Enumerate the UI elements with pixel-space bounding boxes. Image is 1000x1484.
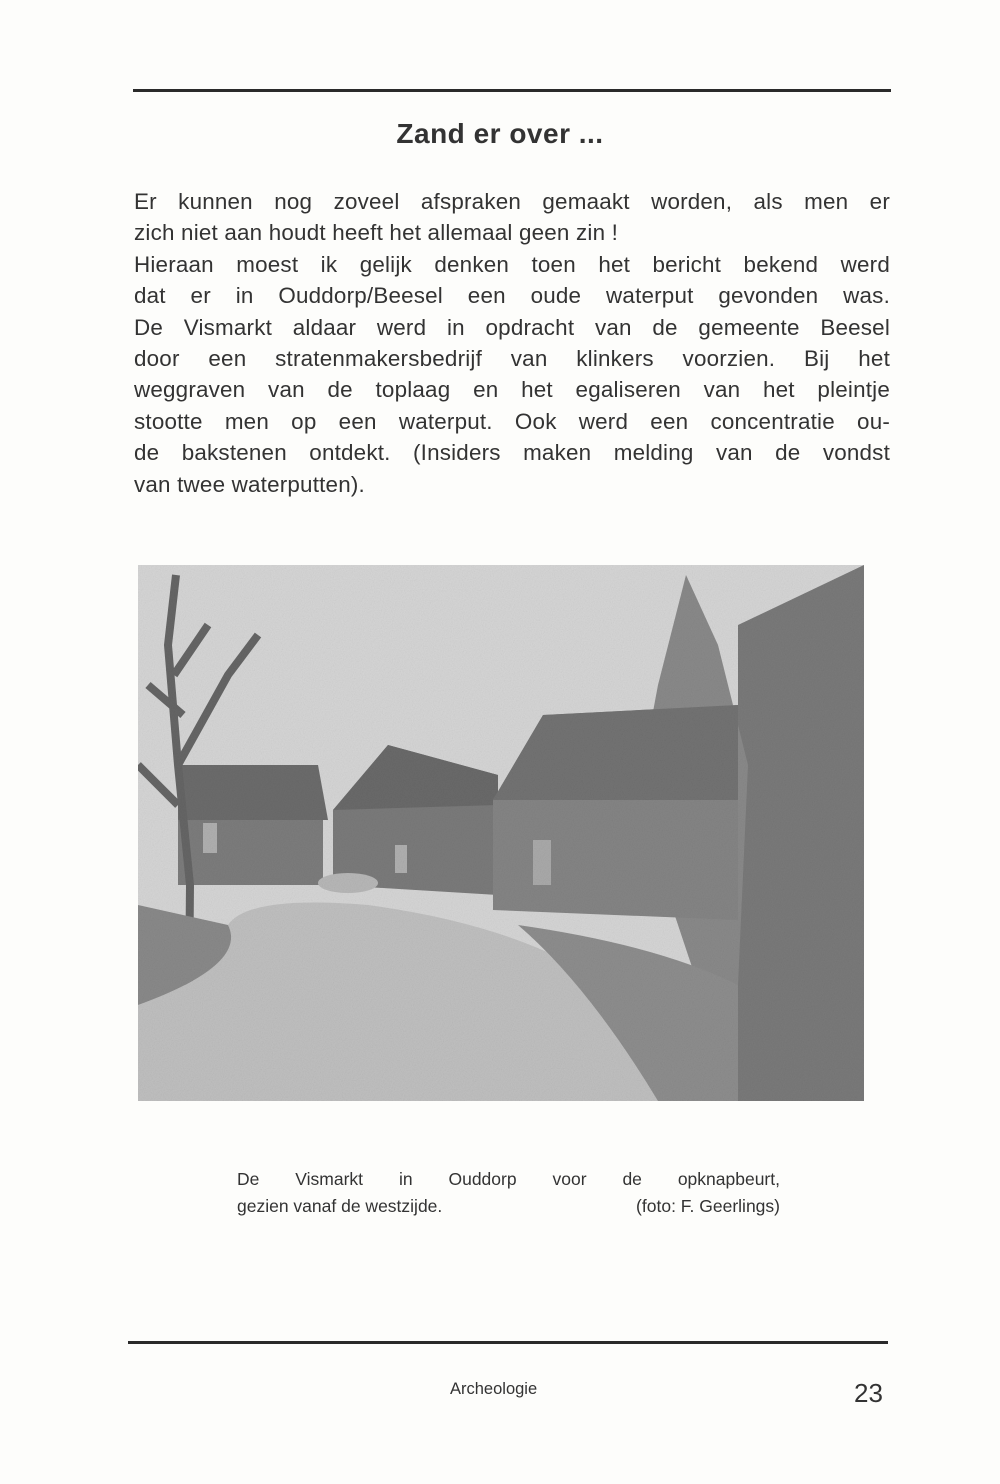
caption-word: de bbox=[622, 1169, 642, 1189]
photo-credit: (foto: F. Geerlings) bbox=[636, 1196, 780, 1216]
caption-word: voor bbox=[552, 1169, 587, 1189]
caption-word: Ouddorp bbox=[448, 1169, 517, 1189]
article-title: Zand er over ... bbox=[396, 118, 604, 149]
right-house bbox=[738, 565, 864, 1101]
photo-vismarkt bbox=[138, 565, 864, 1101]
caption-description: gezien vanaf de westzijde. bbox=[237, 1196, 443, 1216]
body-line: stootte men op een waterput. Ook werd een concentratie ou- bbox=[134, 408, 890, 434]
bottom-rule bbox=[128, 1341, 888, 1344]
body-line: weggraven van de toplaag en het egaliseren van het pleintje bbox=[134, 377, 890, 403]
body-line: door een stratenmakersbedrijf van klinkers voorzien. Bij het bbox=[134, 346, 890, 372]
photo-caption bbox=[237, 1166, 780, 1220]
body-line: Er kunnen nog zoveel afspraken gemaakt worden, als men er bbox=[134, 189, 890, 214]
caption-word: opknapbeurt, bbox=[677, 1169, 780, 1189]
caption-line-2 bbox=[237, 1193, 780, 1220]
caption-line-1 bbox=[237, 1166, 780, 1193]
article-body bbox=[134, 186, 890, 500]
footer-section-label: Archeologie bbox=[450, 1380, 538, 1398]
caption-word: Vismarkt bbox=[295, 1169, 364, 1189]
body-line: van twee waterputten). bbox=[134, 471, 365, 497]
body-line: Hieraan moest ik gelijk denken toen het bericht bekend werd bbox=[134, 251, 890, 277]
body-line: De Vismarkt aldaar werd in opdracht van de gemeente Beesel bbox=[134, 314, 890, 340]
body-line: zich niet aan houdt heeft het allemaal geen zin ! bbox=[134, 220, 619, 246]
top-rule bbox=[133, 89, 891, 92]
caption-word: in bbox=[398, 1169, 413, 1189]
window bbox=[203, 823, 217, 853]
car bbox=[318, 873, 378, 893]
photo-illustration bbox=[138, 565, 864, 1101]
page-number: 23 bbox=[854, 1378, 883, 1408]
window bbox=[533, 840, 551, 885]
body-line: dat er in Ouddorp/Beesel een oude waterput gevonden was. bbox=[134, 283, 890, 309]
caption-word: De bbox=[237, 1169, 260, 1189]
body-line: de bakstenen ontdekt. (Insiders maken melding van de vondst bbox=[134, 440, 890, 466]
window bbox=[395, 845, 407, 873]
